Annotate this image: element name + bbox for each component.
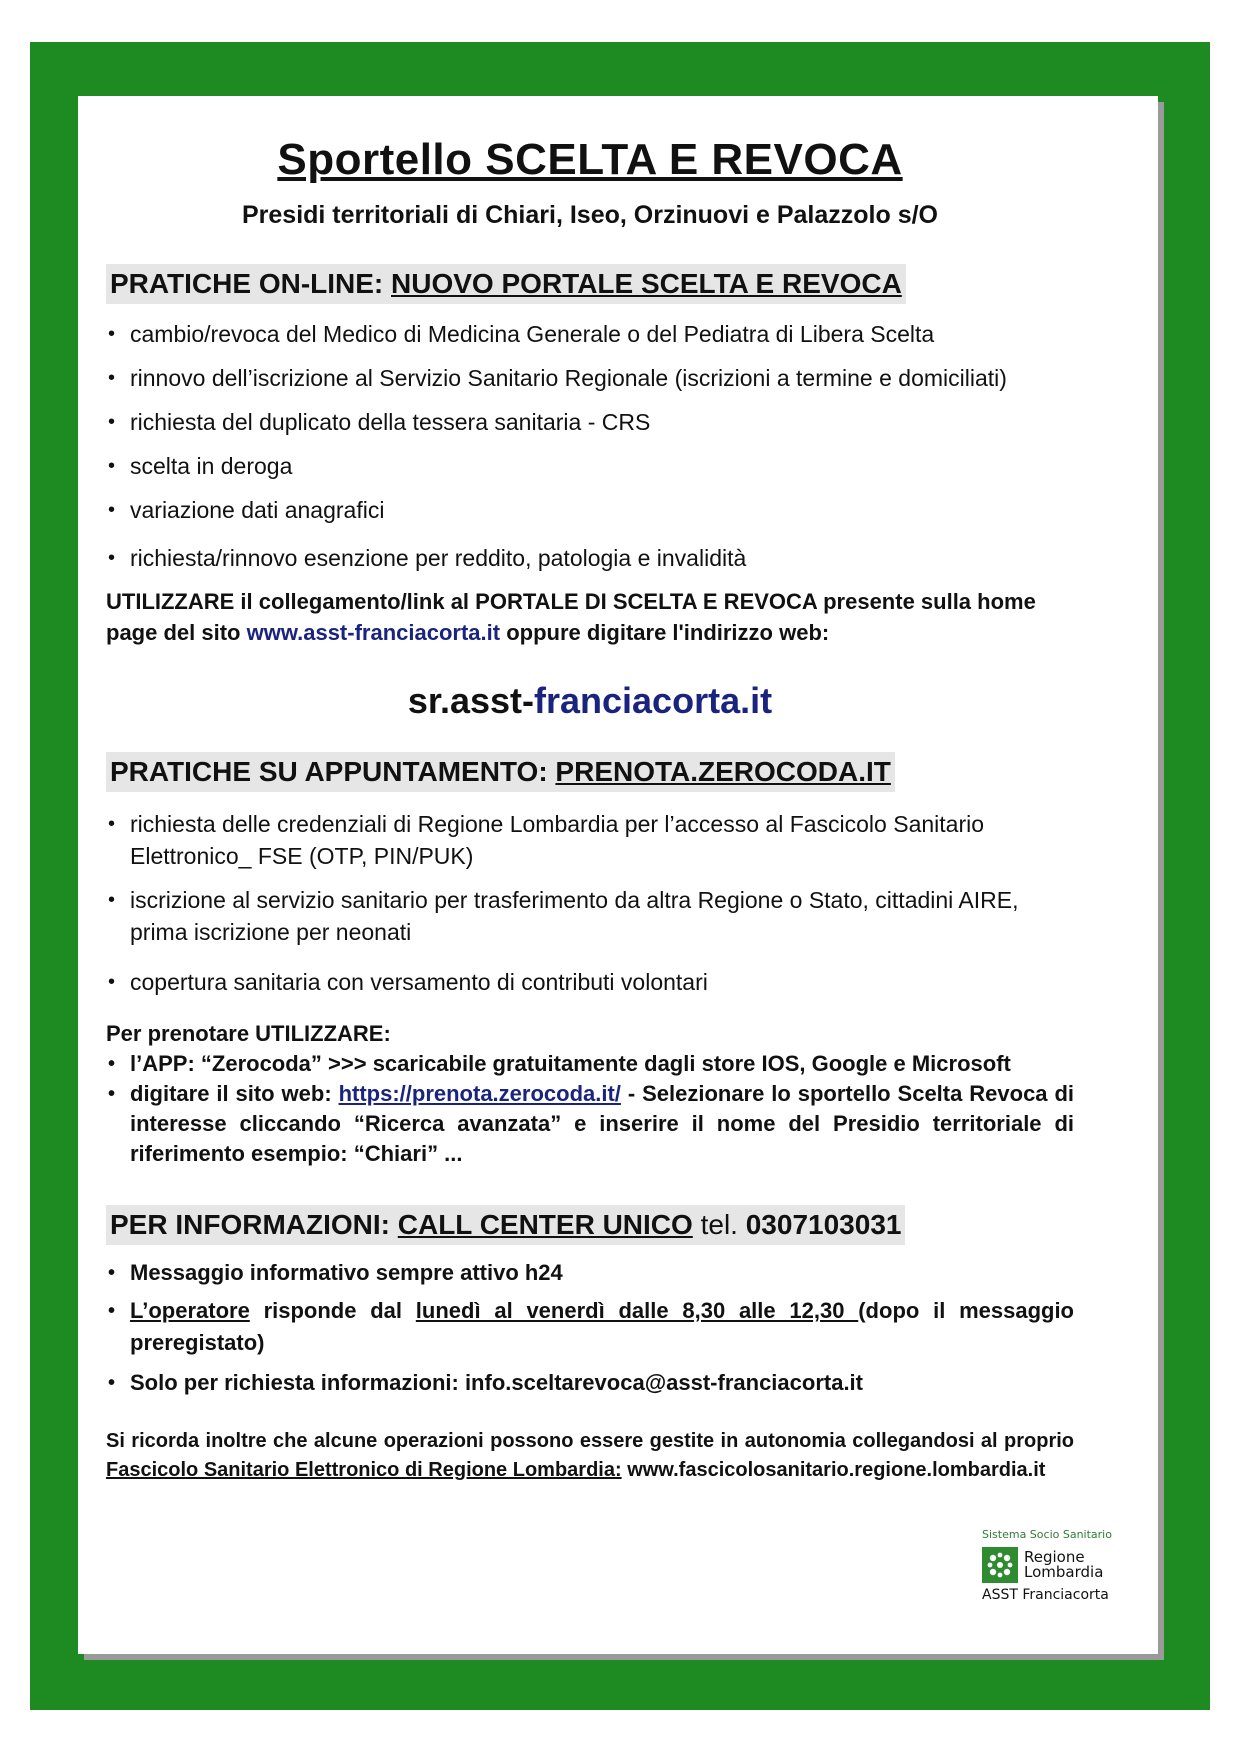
section-info-heading-link[interactable]: CALL CENTER UNICO — [397, 1209, 693, 1240]
portal-url[interactable] — [106, 678, 1074, 724]
info-list — [106, 1257, 1074, 1399]
section-online-heading-prefix: PRATICHE ON-LINE: — [110, 268, 392, 299]
opening-hours: lunedì al venerdì dalle 8,30 alle 12,30 — [415, 1298, 859, 1323]
rosa-camuna-icon — [982, 1547, 1018, 1583]
booking-app-item: • l’APP: “Zerocoda” >>> scaricabile gratuitamente dagli store IOS, Google e Microsoft — [106, 1049, 1074, 1079]
list-item: • cambio/revoca del Medico di Medicina Generale o del Pediatra di Libera Scelta — [106, 318, 1074, 350]
section-appointment — [106, 752, 1074, 1169]
portal-url-head: sr.asst- — [407, 680, 534, 721]
list-item — [106, 1295, 1074, 1359]
logo-region-text — [1024, 1550, 1103, 1580]
zerocoda-link[interactable]: https://prenota.zerocoda.it/ — [338, 1081, 621, 1106]
asst-website-link[interactable]: www.asst-franciacorta.it — [246, 620, 501, 645]
page-title: Sportello SCELTA E REVOCA — [277, 135, 903, 184]
portal-instruction-text2: oppure digitare l'indirizzo web: — [500, 620, 830, 645]
call-center-phone[interactable]: 0307103031 — [745, 1209, 902, 1240]
booking-web-text2: - Selezionare lo sportello Scelta Revoca di interesse cliccando “Ricerca avanzata” e inserire il nome del Presidio territoriale di riferimento esempio: “Chiari” ... — [130, 1081, 1074, 1166]
footer-note — [106, 1427, 1074, 1485]
logo-region-line1: Regione — [1024, 1548, 1085, 1566]
section-online-heading — [106, 264, 906, 304]
fse-link[interactable]: Fascicolo Sanitario Elettronico di Regione Lombardia: — [106, 1459, 622, 1481]
list-item: • iscrizione al servizio sanitario per trasferimento da altra Regione o Stato, cittadini AIRE, prima iscrizione per neonati — [106, 884, 1074, 948]
list-item: • variazione dati anagrafici — [106, 494, 1074, 526]
list-item: • Solo per richiesta informazioni: info.sceltarevoca@asst-franciacorta.it — [106, 1367, 1074, 1399]
online-services-list — [106, 318, 1074, 574]
portal-url-tail: franciacorta.it — [534, 680, 773, 721]
list-item: • scelta in deroga — [106, 450, 1074, 482]
booking-options-list — [106, 1049, 1074, 1169]
operator-text: risponde dal — [249, 1298, 416, 1323]
logo-region-line2: Lombardia — [1024, 1563, 1104, 1581]
operator-label: L’operatore — [130, 1298, 250, 1323]
list-item: • richiesta/rinnovo esenzione per reddito, patologia e invalidità — [106, 542, 1074, 574]
operator-note: (dopo il messaggio preregistato) — [130, 1298, 1074, 1355]
section-online — [106, 264, 1074, 724]
logo-row — [982, 1547, 1132, 1583]
section-info-heading — [106, 1205, 905, 1245]
portal-instruction-text1: UTILIZZARE il collegamento/link al PORTALE DI SCELTA E REVOCA presente sulla home page del sito — [106, 589, 1036, 645]
section-info — [106, 1205, 1074, 1399]
footer-text1: Si ricorda inoltre che alcune operazioni possono essere gestite in autonomia collegandosi al proprio — [106, 1430, 1074, 1452]
appointment-services-list — [106, 808, 1074, 998]
section-info-heading-prefix: PER INFORMAZIONI: — [110, 1209, 398, 1240]
logo-asst-text: ASST Franciacorta — [982, 1587, 1109, 1603]
list-item: • rinnovo dell’iscrizione al Servizio Sanitario Regionale (iscrizioni a termine e domiciliati) — [106, 362, 1074, 394]
page-subtitle: Presidi territoriali di Chiari, Iseo, Orzinuovi e Palazzolo s/O — [241, 201, 939, 229]
section-info-tel-label: tel. — [692, 1209, 746, 1240]
booking-web-item — [106, 1079, 1074, 1169]
section-appointment-heading-prefix: PRATICHE SU APPUNTAMENTO: — [110, 756, 556, 787]
list-item: • Messaggio informativo sempre attivo h24 — [106, 1257, 1074, 1289]
booking-web-text1: digitare il sito web: — [130, 1081, 339, 1106]
list-item: • richiesta delle credenziali di Regione Lombardia per l’accesso al Fascicolo Sanitario Elettronico_ FSE (OTP, PIN/PUK) — [106, 808, 1074, 872]
section-appointment-heading-link[interactable]: PRENOTA.ZEROCODA.IT — [555, 756, 891, 787]
logo-top-text: Sistema Socio Sanitario — [982, 1528, 1112, 1541]
regione-lombardia-logo — [982, 1528, 1132, 1618]
booking-title: Per prenotare UTILIZZARE: — [106, 1021, 391, 1046]
list-item: • copertura sanitaria con versamento di contributi volontari — [106, 966, 1074, 998]
footer-text2: www.fascicolosanitario.regione.lombardia.it — [621, 1459, 1046, 1481]
list-item: • richiesta del duplicato della tessera sanitaria - CRS — [106, 406, 1074, 438]
section-online-heading-link[interactable]: NUOVO PORTALE SCELTA E REVOCA — [391, 268, 902, 299]
section-appointment-heading — [106, 752, 895, 792]
portal-instruction — [106, 586, 1074, 648]
flyer-page — [78, 96, 1158, 1654]
